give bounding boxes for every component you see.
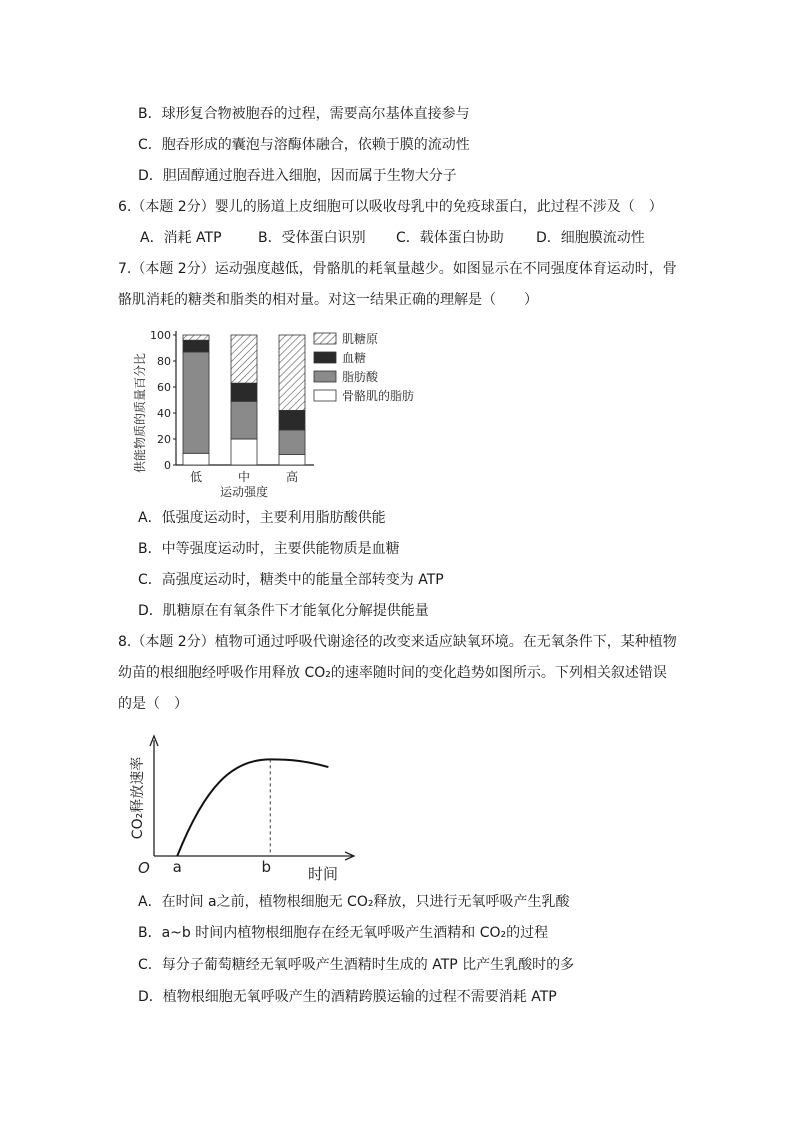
chart1-y-tick-label: 80	[157, 355, 171, 368]
chart1-xlabel: 运动强度	[219, 485, 269, 499]
chart2-co2-curve	[177, 759, 328, 856]
q8-stem-line3: 的是（ ）	[118, 696, 188, 712]
energy-source-bar-chart	[128, 323, 428, 503]
q7-option-c: C．高强度运动时，糖类中的能量全部转变为 ATP	[138, 572, 444, 588]
chart1-legend-swatch	[314, 352, 336, 363]
q7-stem-line2: 骼肌消耗的糖类和脂类的相对量。对这一结果正确的理解是（ ）	[118, 292, 538, 308]
chart1-ylabel: 供能物质的质量百分比	[133, 352, 147, 474]
q6-option-b: B．受体蛋白识别	[258, 230, 366, 246]
q6-option-d: D．细胞膜流动性	[536, 230, 645, 246]
chart1-bar-segment	[279, 430, 305, 455]
chart1-legend-label: 肌糖原	[342, 332, 379, 346]
chart1-bar-segment	[279, 335, 305, 410]
chart1-legend-label: 脂肪酸	[342, 370, 379, 384]
q8-stem-line2: 幼苗的根细胞经呼吸作用释放 CO₂的速率随时间的变化趋势如图所示。下列相关叙述错误	[118, 665, 667, 681]
chart1-bar-segment	[183, 352, 209, 453]
chart1-bar-segment	[279, 410, 305, 430]
chart1-bar-segment	[279, 455, 305, 465]
q8-option-a: A．在时间 a之前，植物根细胞无 CO₂释放，只进行无氧呼吸产生乳酸	[138, 894, 570, 910]
q5-option-b: B．球形复合物被胞吞的过程，需要高尔基体直接参与	[138, 106, 470, 122]
chart1-y-tick-label: 20	[157, 433, 171, 446]
q6-option-a: A．消耗 ATP	[140, 230, 222, 246]
chart1-legend-label: 骨骼肌的脂肪	[342, 389, 415, 403]
chart1-legend-label: 血糖	[342, 351, 367, 365]
q7-option-a: A．低强度运动时，主要利用脂肪酸供能	[138, 510, 386, 526]
chart1-bar-segment	[231, 401, 257, 439]
chart1-legend-swatch	[314, 333, 336, 344]
chart1-y-tick-label: 100	[150, 329, 171, 342]
chart2-xlabel: 时间	[308, 865, 339, 883]
q8-option-b: B．a~b 时间内植物根细胞存在经无氧呼吸产生酒精和 CO₂的过程	[138, 925, 549, 941]
chart1-legend-swatch	[314, 371, 336, 382]
chart1-bar-segment	[231, 335, 257, 383]
chart1-x-tick-label: 中	[237, 470, 251, 484]
q6-stem: 6.（本题 2分）婴儿的肠道上皮细胞可以吸收母乳中的免疫球蛋白，此过程不涉及（ ）	[118, 199, 663, 215]
chart2-a-label: a	[172, 858, 182, 876]
q8-stem-line1: 8.（本题 2分）植物可通过呼吸代谢途径的改变来适应缺氧环境。在无氧条件下，某种植物	[118, 634, 677, 650]
co2-release-line-chart	[120, 730, 370, 886]
chart2-origin-label: O	[138, 859, 150, 877]
q5-option-c: C．胞吞形成的囊泡与溶酶体融合，依赖于膜的流动性	[138, 137, 470, 153]
q8-option-d: D．植物根细胞无氧呼吸产生的酒精跨膜运输的过程不需要消耗 ATP	[138, 989, 557, 1005]
q8-option-c: C．每分子葡萄糖经无氧呼吸产生酒精时生成的 ATP 比产生乳酸时的多	[138, 957, 575, 973]
chart1-legend-swatch	[314, 390, 336, 401]
chart1-bar-segment	[231, 439, 257, 465]
chart1-bar-segment	[231, 383, 257, 401]
chart1-bar-segment	[183, 453, 209, 465]
chart1-y-tick-label: 40	[157, 407, 171, 420]
chart1-y-tick-label: 0	[164, 459, 171, 472]
chart2-ylabel: CO₂释放速率	[130, 756, 146, 840]
q7-stem-line1: 7.（本题 2分）运动强度越低，骨骼肌的耗氧量越少。如图显示在不同强度体育运动时，骨	[118, 261, 677, 277]
q7-option-d: D．肌糖原在有氧条件下才能氧化分解提供能量	[138, 603, 429, 619]
chart1-x-tick-label: 高	[285, 470, 299, 484]
chart1-bar-segment	[183, 335, 209, 340]
q7-option-b: B．中等强度运动时，主要供能物质是血糖	[138, 541, 400, 557]
chart1-bar-segment	[183, 340, 209, 352]
q5-option-d: D．胆固醇通过胞吞进入细胞，因而属于生物大分子	[138, 168, 457, 184]
chart1-y-tick-label: 60	[157, 381, 171, 394]
chart1-x-tick-label: 低	[189, 470, 203, 484]
chart2-b-label: b	[261, 858, 272, 876]
q6-option-c: C．载体蛋白协助	[396, 230, 504, 246]
